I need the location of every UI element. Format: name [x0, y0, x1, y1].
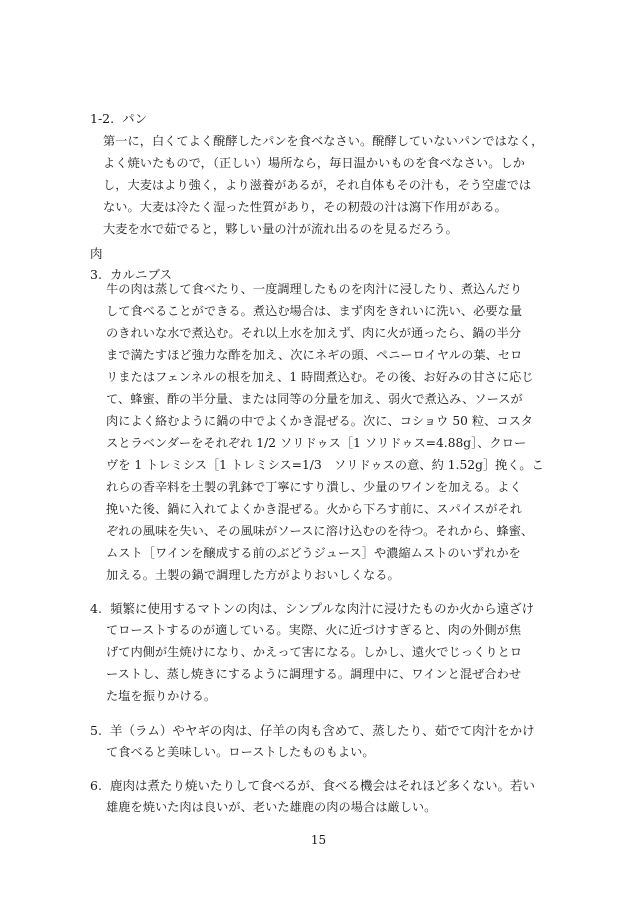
paragraph-line: ない。大麦は冷たく湿った性質があり，その籾殻の汁は瀉下作用がある。 — [103, 200, 507, 214]
paragraph-line: てローストするのが適している。実際、火に近づけすぎると、肉の外側が焦 — [106, 623, 522, 637]
paragraph-line: げて内側が生焼けになり、かえって害になる。しかし、遠火でじっくりとロ — [106, 645, 523, 659]
paragraph-line: て食べると美味しい。ローストしたものもよい。 — [106, 745, 375, 759]
paragraph-line: 挽いた後、鍋に入れてよくかき混ぜる。火から下ろす前に、スパイスがそれ — [106, 502, 522, 516]
section-heading-4 — [90, 600, 534, 617]
paragraph-line: 加える。土製の鍋で調理した方がよりおいしくなる。 — [106, 568, 400, 582]
section-first-line: 頻繁に使用するマトンの肉は、シンプルな肉汁に浸けたものか火から遠ざけ — [109, 601, 535, 616]
paragraph-line: リまたはフェンネルの根を加え、1 時間煮込む。その後、お好みの甘さに応じ — [106, 370, 534, 384]
section-first-line: 鹿肉は煮たり焼いたりして食べるが、食べる機会はそれほど多くない。若い — [109, 778, 535, 793]
paragraph-line: 第一に，白くてよく醗酵したパンを食べなさい。醗酵していないパンではなく， — [103, 134, 544, 148]
paragraph-line: れらの香辛料を土製の乳鉢で丁寧にすり潰し、少量のワインを加える。よく — [106, 480, 522, 494]
section-number: 5. — [90, 723, 102, 738]
section-title: カルニブス — [109, 267, 172, 282]
page-number: 15 — [310, 833, 327, 847]
paragraph-line: のきれいな水で煮込む。それ以上水を加えず、肉に火が通ったら、鍋の半分 — [106, 326, 522, 340]
paragraph-line: て、蜂蜜、酢の半分量、または同等の分量を加え、弱火で煮込み、ソースが — [106, 392, 523, 406]
category-heading-meat — [90, 245, 103, 262]
section-title: パン — [122, 111, 148, 126]
paragraph-line: た塩を振りかける。 — [106, 689, 217, 703]
paragraph-line: ぞれの風味を失い、その風味がソースに溶け込むのを待つ。それから、蜂蜜、 — [106, 524, 534, 538]
section-heading-5 — [90, 722, 535, 739]
paragraph-line: 大麦を水で茹でると，夥しい量の汁が流れ出るのを見るだろう。 — [103, 222, 458, 236]
paragraph-line: ーストし、蒸し焼きにするように調理する。調理中に、ワインと混ぜ合わせ — [106, 667, 522, 681]
paragraph-line: ムスト［ワインを醸成する前のぶどうジュース］や濃縮ムストのいずれかを — [106, 546, 521, 560]
paragraph-line: よく焼いたもので，（正しい）場所なら，毎日温かいものを食べなさい。しか — [103, 156, 525, 170]
paragraph-line: スとラベンダーをそれぞれ 1/2 ソリドゥス［1 ソリドゥス=4.88g］、クロー — [106, 436, 527, 450]
section-number: 6. — [90, 778, 102, 793]
paragraph-line: 肉によく絡むように鍋の中でよくかき混ぜる。次に、コショウ 50 粒、コスタ — [106, 414, 534, 428]
section-first-line: 羊（ラム）やヤギの肉は、仔羊の肉も含めて、蒸したり、茹でて肉汁をかけ — [109, 723, 535, 738]
paragraph-line: ヴを 1 トレミシス［1 トレミシス=1/3 ソリドゥスの意、約 1.52g］挽く。こ — [106, 458, 544, 472]
section-number: 1-2. — [90, 111, 115, 126]
paragraph-line: まで満たすほど強力な酢を加え、次にネギの頭、ペニーロイヤルの葉、セロ — [106, 348, 523, 362]
section-number: 4. — [90, 601, 102, 616]
paragraph-line: 牛の肉は蒸して食べたり、一度調理したものを肉汁に浸したり、煮込んだり — [106, 282, 523, 296]
category-title: 肉 — [90, 246, 103, 261]
paragraph-line: して食べることができる。煮込む場合は、まず肉をきれいに洗い、必要な量 — [106, 304, 523, 318]
paragraph-line: し，大麦はより強く，より滋養があるが，それ自体もその汁も，そう空虚では — [103, 178, 532, 192]
section-heading-1-2 — [90, 110, 147, 127]
section-number: 3. — [90, 267, 102, 282]
paragraph-line: 雄鹿を焼いた肉は良いが、老いた雄鹿の肉の場合は厳しい。 — [106, 800, 437, 814]
section-heading-6 — [90, 777, 535, 794]
